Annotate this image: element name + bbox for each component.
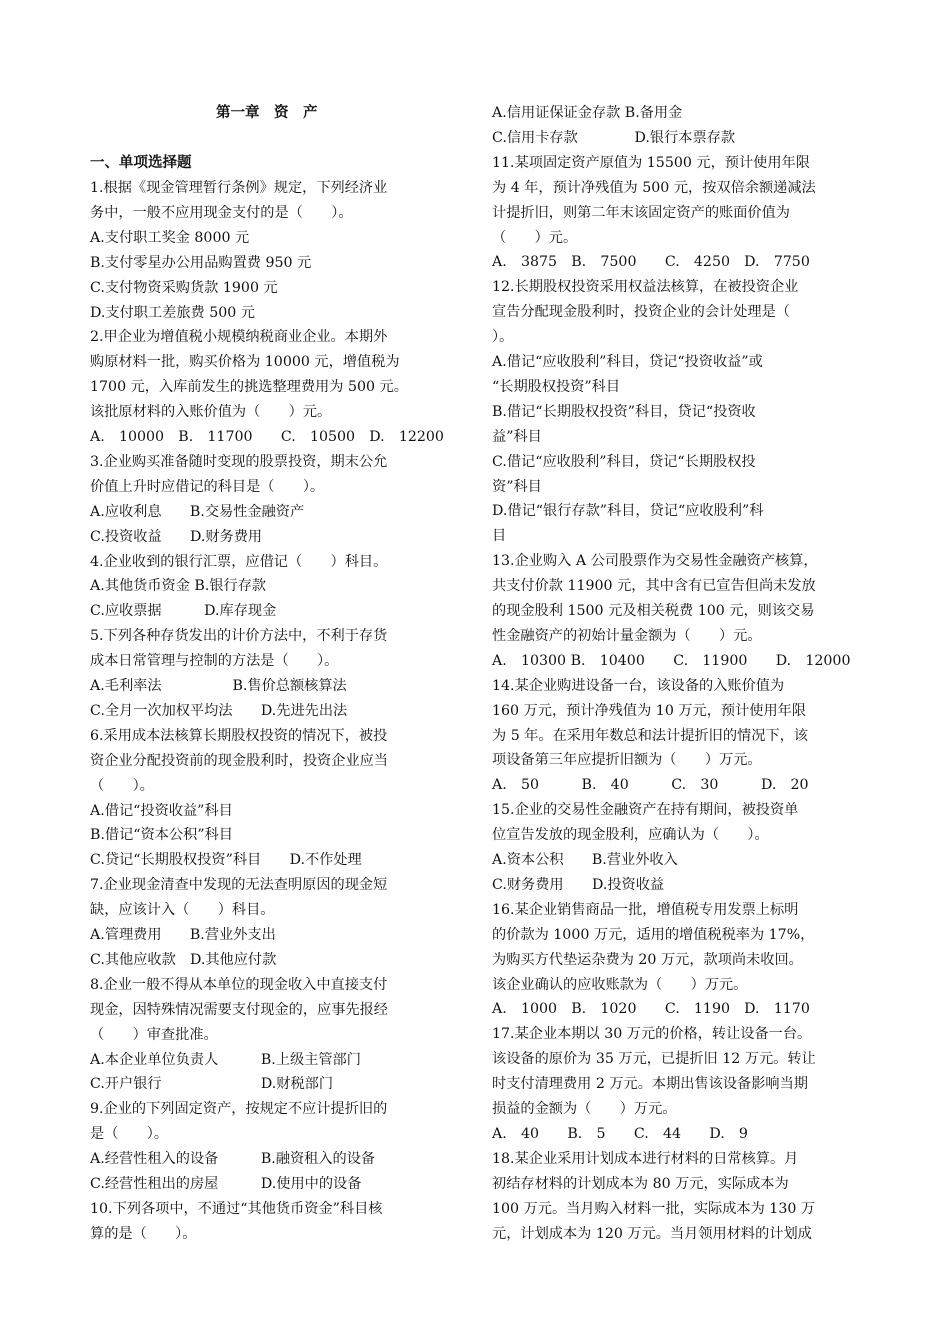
text-line: C.信用卡存款 D.银行本票存款 bbox=[492, 129, 736, 146]
text-line: 100 万元。当月购入材料一批，实际成本为 130 万 bbox=[492, 1200, 816, 1217]
text-line: 性金融资产的初始计量金额为（ ）元。 bbox=[492, 627, 762, 644]
text-line: 益”科目 bbox=[492, 428, 542, 445]
text-line: ）。 bbox=[492, 329, 514, 346]
text-line: 的现金股利 1500 元及相关税费 100 元，则该交易 bbox=[492, 603, 815, 619]
text-line: （ ）元。 bbox=[492, 229, 578, 246]
text-line: A.毛利率法 B.售价总额核算法 bbox=[90, 678, 347, 694]
text-line: 该批原材料的入账价值为（ ）元。 bbox=[90, 404, 332, 421]
text-line: A.借记“投资收益”科目 bbox=[90, 802, 233, 819]
text-line: B.借记“资本公积”科目 bbox=[90, 827, 233, 844]
text-line: 算的是（ ）。 bbox=[90, 1225, 197, 1242]
text-line: 购原材料一批，购买价格为 10000 元，增值税为 bbox=[90, 354, 400, 371]
text-line: 160 万元，预计净残值为 10 万元，预计使用年限 bbox=[492, 702, 807, 719]
text-line: D.借记“银行存款”科目，贷记“应收股利”科 bbox=[492, 503, 764, 520]
text-line: （ ）审查批准。 bbox=[90, 1026, 218, 1043]
text-line: 为 4 年，预计净残值为 500 元，按双倍余额递减法 bbox=[492, 179, 816, 196]
text-line: 8.企业一般不得从本单位的现金收入中直接支付 bbox=[90, 976, 388, 993]
text-line: A. 10300 B. 10400 C. 11900 D. 12000 bbox=[492, 652, 851, 669]
text-line: 15.企业的交易性金融资产在持有期间，被投资单 bbox=[492, 802, 799, 819]
text-line: 1700 元，入库前发生的挑选整理费用为 500 元。 bbox=[90, 379, 408, 396]
section-heading: 一、单项选择题 bbox=[90, 154, 192, 171]
text-line: 成本日常管理与控制的方法是（ ）。 bbox=[90, 653, 339, 670]
text-line: A. 40 B. 5 C. 44 D. 9 bbox=[492, 1125, 748, 1142]
chapter-title: 第一章 资 产 bbox=[216, 104, 318, 121]
text-line: 价值上升时应借记的科目是（ ）。 bbox=[90, 478, 325, 495]
text-line: 7.企业现金清查中发现的无法查明原因的现金短 bbox=[90, 877, 388, 894]
text-line: A. 3875 B. 7500 C. 4250 D. 7750 bbox=[492, 254, 810, 271]
text-line: 的价款为 1000 万元，适用的增值税税率为 17%， bbox=[492, 926, 815, 943]
text-line: C.投资收益 D.财务费用 bbox=[90, 528, 263, 545]
text-line: 9.企业的下列固定资产，按规定不应计提折旧的 bbox=[90, 1101, 388, 1118]
text-line: 时支付清理费用 2 万元。本期出售该设备影响当期 bbox=[492, 1076, 808, 1093]
text-line: 2.甲企业为增值税小规模纳税商业企业。本期外 bbox=[90, 329, 388, 346]
text-line: 位宣告发放的现金股利，应确认为（ ）。 bbox=[492, 827, 769, 844]
text-line: 13.企业购入 A 公司股票作为交易性金融资产核算， bbox=[492, 553, 818, 570]
text-line: 项设备第三年应提折旧额为（ ）万元。 bbox=[492, 752, 762, 769]
text-line: 该企业确认的应收账款为（ ）万元。 bbox=[492, 976, 748, 993]
text-line: A.管理费用 B.营业外支出 bbox=[90, 927, 276, 943]
text-line: A.其他货币资金 B.银行存款 bbox=[90, 578, 267, 595]
text-line: （ ）。 bbox=[90, 777, 154, 794]
text-line: 17.某企业本期以 30 万元的价格，转让设备一台。 bbox=[492, 1026, 812, 1043]
text-line: 6.采用成本法核算长期股权投资的情况下，被投 bbox=[90, 727, 388, 744]
text-line: A.借记“应收股利”科目，贷记“投资收益”或 bbox=[492, 354, 763, 370]
text-line: 资”科目 bbox=[492, 478, 542, 495]
text-line: 11.某项固定资产原值为 15500 元，预计使用年限 bbox=[492, 154, 810, 171]
text-line: C.全月一次加权平均法 D.先进先出法 bbox=[90, 702, 348, 719]
text-line: A. 10000 B. 11700 C. 10500 D. 12200 bbox=[90, 429, 444, 445]
text-line: C.借记“应收股利”科目，贷记“长期股权投 bbox=[492, 453, 756, 470]
text-line: 资企业分配投资前的现金股利时，投资企业应当 bbox=[90, 752, 388, 769]
text-line: 初结存材料的计划成本为 80 万元，实际成本为 bbox=[492, 1175, 789, 1192]
text-line: A. 1000 B. 1020 C. 1190 D. 1170 bbox=[492, 1001, 810, 1018]
text-line: 为购买方代垫运杂费为 20 万元，款项尚未收回。 bbox=[492, 951, 803, 968]
text-line: 16.某企业销售商品一批，增值税专用发票上标明 bbox=[492, 901, 799, 918]
text-line: “长期股权投资”科目 bbox=[492, 378, 621, 395]
text-line: 务中，一般不应用现金支付的是（ ）。 bbox=[90, 204, 353, 221]
text-line: 现金，因特殊情况需要支付现金的，应事先报经 bbox=[90, 1001, 388, 1018]
text-line: 1.根据《现金管理暂行条例》规定，下列经济业 bbox=[90, 180, 388, 196]
text-line: C.贷记“长期股权投资”科目 D.不作处理 bbox=[90, 852, 362, 869]
text-line: C.其他应收款 D.其他应付款 bbox=[90, 951, 277, 968]
text-line: A. 50 B. 40 C. 30 D. 20 bbox=[492, 777, 809, 794]
text-line: 3.企业购买准备随时变现的股票投资，期末公允 bbox=[90, 453, 388, 470]
text-line: A.本企业单位负责人 B.上级主管部门 bbox=[90, 1051, 361, 1068]
text-line: 缺，应该计入（ ）科目。 bbox=[90, 902, 275, 919]
text-line: 为 5 年。在采用年数总和法计提折旧的情况下，该 bbox=[492, 727, 808, 744]
text-line: C.应收票据 D.库存现金 bbox=[90, 603, 277, 620]
text-line: A.信用证保证金存款 B.备用金 bbox=[492, 105, 683, 121]
text-line: A.支付职工奖金 8000 元 bbox=[90, 229, 250, 246]
text-line: 元，计划成本为 120 万元。当月领用材料的计划成 bbox=[492, 1225, 812, 1242]
text-line: A.经营性租入的设备 B.融资租入的设备 bbox=[90, 1151, 376, 1168]
text-line: 宣告分配现金股利时，投资企业的会计处理是（ bbox=[492, 304, 790, 321]
text-line: 18.某企业采用计划成本进行材料的日常核算。月 bbox=[492, 1150, 799, 1167]
text-line: 目 bbox=[492, 528, 507, 545]
text-line: B.支付零星办公用品购置费 950 元 bbox=[90, 254, 312, 271]
text-line: 该设备的原价为 35 万元，已提折旧 12 万元。转让 bbox=[492, 1051, 816, 1068]
text-line: 5.下列各种存货发出的计价方法中，不利于存货 bbox=[90, 628, 388, 645]
text-line: 4.企业收到的银行汇票，应借记（ ）科目。 bbox=[90, 553, 388, 570]
text-line: 14.某企业购进设备一台，该设备的入账价值为 bbox=[492, 677, 785, 694]
text-line: 损益的金额为（ ）万元。 bbox=[492, 1101, 677, 1117]
text-line: C.经营性租出的房屋 D.使用中的设备 bbox=[90, 1176, 362, 1192]
text-line: A.应收利息 B.交易性金融资产 bbox=[90, 503, 305, 520]
text-line: 10.下列各项中，不通过“其他货币资金”科目核 bbox=[90, 1200, 383, 1217]
text-line: 计提折旧，则第二年末该固定资产的账面价值为 bbox=[492, 204, 790, 221]
text-line: 共支付价款 11900 元，其中含有已宣告但尚未发放 bbox=[492, 578, 816, 595]
text-line: C.财务费用 D.投资收益 bbox=[492, 876, 665, 893]
text-line: B.借记“长期股权投资”科目，贷记“投资收 bbox=[492, 403, 756, 420]
text-line: A.资本公积 B.营业外收入 bbox=[492, 852, 678, 868]
text-line: 12.长期股权投资采用权益法核算，在被投资企业 bbox=[492, 279, 799, 296]
text-line: D.支付职工差旅费 500 元 bbox=[90, 304, 255, 321]
text-line: C.支付物资采购货款 1900 元 bbox=[90, 279, 278, 296]
text-line: 是（ ）。 bbox=[90, 1126, 169, 1143]
text-line: C.开户银行 D.财税部门 bbox=[90, 1076, 334, 1093]
